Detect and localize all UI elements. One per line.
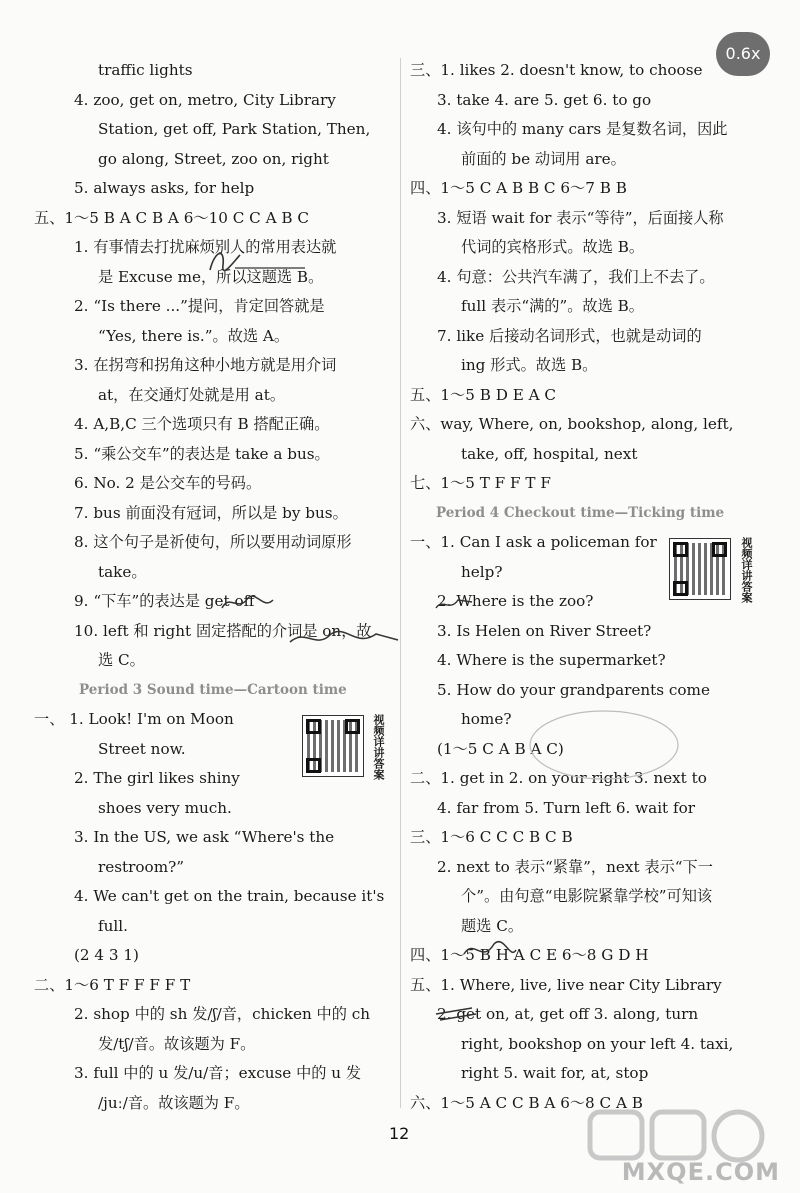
- answer-line: 五、1. Where, live, live near City Library: [410, 975, 722, 994]
- answer-line: 四、1～5 C A B B C 6～7 B B: [410, 179, 627, 197]
- answer-line: 4. far from 5. Turn left 6. wait for: [437, 798, 696, 817]
- answer-line: 二、1～6 T F F F F T: [34, 975, 191, 994]
- answer-line: 三、1. likes 2. doesn't know, to choose: [410, 61, 703, 79]
- answer-line: 5. How do your grandparents come: [437, 680, 710, 699]
- answer-line: 4. We can't get on the train, because it's: [74, 887, 385, 905]
- answer-line: 2. next to 表示“紧靠”，next 表示“下一: [437, 857, 713, 876]
- answer-line: 3. Is Helen on River Street?: [437, 621, 652, 640]
- answer-line: 9. “下车”的表达是 get off: [74, 592, 255, 610]
- answer-line: (1～5 C A B A C): [437, 739, 564, 758]
- qr-caption: 视频详讲答案: [372, 714, 385, 780]
- answer-line: 选 C。: [98, 651, 145, 669]
- handwriting-scribble: [218, 588, 278, 618]
- watermark-text: MXQE.COM: [621, 1158, 780, 1186]
- handwriting-scribble: [286, 620, 402, 660]
- answer-line: 3. 短语 wait for 表示“等待”，后面接人称: [437, 208, 724, 227]
- answer-line: 2. The girl likes shiny: [74, 769, 240, 787]
- answer-line: traffic lights: [98, 61, 193, 79]
- answer-line: 代词的宾格形式。故选 B。: [461, 238, 645, 256]
- left-column: [34, 56, 394, 1118]
- page-number: 12: [389, 1124, 410, 1143]
- answer-line: 三、1～6 C C C B C B: [410, 828, 573, 846]
- answer-line: 是 Excuse me，所以这题选 B。: [98, 267, 324, 286]
- answer-line: 7. bus 前面没有冠词，所以是 by bus。: [74, 503, 348, 522]
- answer-line: 5. always asks, for help: [74, 179, 255, 197]
- answer-line: 2. Where is the zoo?: [437, 592, 594, 610]
- answer-line: 7. like 后接动名词形式，也就是动词的: [437, 326, 702, 345]
- answer-line: 发/tʃ/音。故该题为 F。: [98, 1034, 256, 1053]
- section-heading: Period 3 Sound time—Cartoon time: [79, 681, 347, 698]
- answer-line: 4. 句意：公共汽车满了，我们上不去了。: [437, 267, 715, 286]
- qr-code[interactable]: [669, 538, 731, 600]
- answer-line: 1. 有事情去打扰麻烦别人的常用表达就: [74, 238, 337, 256]
- answer-line: 4. 该句中的 many cars 是复数名词，因此: [437, 120, 728, 138]
- answer-line: 个”。由句意“电影院紧靠学校”可知该: [461, 887, 713, 905]
- answer-line: 3. full 中的 u 发/u/音；excuse 中的 u 发: [74, 1064, 362, 1082]
- answer-line: 七、1～5 T F F T F: [410, 474, 551, 492]
- qr-caption: 视频详讲答案: [740, 537, 753, 603]
- answer-line: 四、1～5 B H A C E 6～8 G D H: [410, 946, 649, 964]
- handwriting-scribble: [195, 240, 315, 290]
- pencil-circle-mark: [524, 705, 684, 785]
- answer-line: 一、1. Can I ask a policeman for: [410, 533, 657, 551]
- answer-line: 3. take 4. are 5. get 6. to go: [437, 90, 652, 109]
- answer-line: 3. 在拐弯和拐角这种小地方就是用介词: [74, 356, 337, 374]
- answer-line: take。: [98, 562, 147, 581]
- answer-line: 2. get on, at, get off 3. along, turn: [437, 1005, 699, 1023]
- answer-line: full 表示“满的”。故选 B。: [461, 297, 644, 315]
- answer-line: 4. Where is the supermarket?: [437, 651, 666, 669]
- answer-line: 6. No. 2 是公交车的号码。: [74, 474, 262, 492]
- answer-line: shoes very much.: [98, 798, 232, 817]
- answer-line: /juː/音。故该题为 F。: [98, 1093, 250, 1112]
- answer-line: full.: [98, 916, 128, 935]
- answer-line: 五、1～5 B D E A C: [410, 385, 557, 404]
- answer-line: Street now.: [98, 739, 186, 758]
- answer-line: take, off, hospital, next: [461, 444, 638, 463]
- zoom-badge[interactable]: 0.6x: [716, 32, 770, 76]
- column-divider: [400, 58, 401, 1108]
- answer-line: at，在交通灯处就是用 at。: [98, 385, 286, 404]
- answer-line: 8. 这个句子是祈使句，所以要用动词原形: [74, 533, 352, 551]
- answer-line: “Yes, there is.”。故选 A。: [98, 326, 290, 345]
- answer-line: ing 形式。故选 B。: [461, 356, 598, 374]
- answer-line: 六、way, Where, on, bookshop, along, left,: [410, 415, 734, 433]
- answer-line: 六、1～5 A C C B A 6～8 C A B: [410, 1093, 643, 1112]
- section-heading: Period 4 Checkout time—Ticking time: [436, 504, 725, 521]
- answer-line: 五、1～5 B A C B A 6～10 C C A B C: [34, 208, 310, 227]
- handwriting-scribble: [432, 592, 492, 618]
- answer-line: 10. left 和 right 固定搭配的介词是 on，故: [74, 621, 372, 640]
- answer-line: 一、 1. Look! I'm on Moon: [34, 710, 234, 728]
- answer-line: 2. shop 中的 sh 发/ʃ/音，chicken 中的 ch: [74, 1005, 371, 1023]
- answer-line: 4. zoo, get on, metro, City Library: [74, 90, 336, 109]
- answer-line: go along, Street, zoo on, right: [98, 149, 329, 168]
- answer-line: (2 4 3 1): [74, 946, 139, 964]
- answer-line: Station, get off, Park Station, Then,: [98, 120, 371, 138]
- handwriting-scribble: [432, 1000, 480, 1026]
- answer-line: right, bookshop on your left 4. taxi,: [461, 1034, 734, 1053]
- answer-line: 3. In the US, we ask “Where's the: [74, 828, 335, 846]
- answer-line: 4. A,B,C 三个选项只有 B 搭配正确。: [74, 415, 330, 433]
- qr-code[interactable]: [302, 715, 364, 777]
- answer-line: help?: [461, 562, 503, 581]
- answer-line: 2. “Is there ...”提问，肯定回答就是: [74, 297, 325, 315]
- answer-line: 二、1. get in 2. on your right 3. next to: [410, 769, 707, 787]
- answer-line: 5. “乘公交车”的表达是 take a bus。: [74, 444, 330, 463]
- answer-line: 题选 C。: [461, 916, 524, 935]
- answer-line: right 5. wait for, at, stop: [461, 1064, 649, 1082]
- answer-line: restroom?”: [98, 857, 185, 876]
- answer-line: home?: [461, 710, 512, 728]
- handwriting-scribble: [460, 936, 520, 966]
- answer-line: 前面的 be 动词用 are。: [461, 149, 626, 168]
